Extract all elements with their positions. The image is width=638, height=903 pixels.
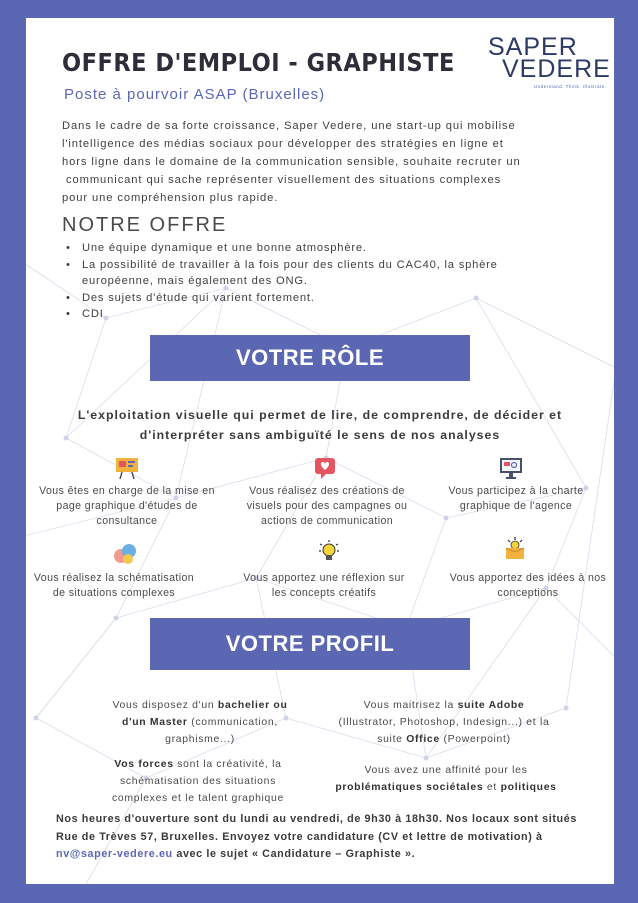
offer-item: • CDI (66, 306, 566, 323)
offer-item: • Des sujets d'étude qui varient fortement. (66, 290, 566, 307)
bubbles-icon (112, 542, 138, 566)
offer-item: • La possibilité de travailler à la fois pour des clients du CAC40, la sphère européenne, mais également des ONG. (66, 257, 566, 290)
intro-paragraph (62, 117, 572, 207)
profile-banner: VOTRE PROFIL (150, 618, 470, 670)
profile-highlight: problématiques sociétales (335, 782, 484, 793)
profile-highlight: bachelier ou d'un Master (122, 700, 288, 728)
offer-item: • Une équipe dynamique et une bonne atmosphère. (66, 240, 566, 257)
profile-software (338, 697, 550, 748)
profile-highlight: Office (406, 734, 440, 745)
intro-line: l'intelligence des médias sociaux pour développer des stratégies en ligne et (62, 138, 504, 150)
footer-contact (56, 811, 586, 864)
footer-line: Rue de Trèves 57, Bruxelles. Envoyez votre candidature (CV et lettre de motivation) à (56, 830, 543, 843)
profile-text: sont la créativité, la schématisation des situations complexes et le talent graphique (111, 759, 284, 804)
page-title: OFFRE D'EMPLOI - GRAPHISTE (62, 48, 455, 77)
profile-text: Vous maitrisez la (363, 700, 458, 711)
profile-text: (Powerpoint) (439, 734, 511, 745)
footer-text: avec le sujet « Candidature – Graphiste ». (172, 848, 416, 860)
profile-affinity (326, 762, 566, 796)
task-item: Vous apportez des idées à nos conceptions (449, 572, 607, 599)
logo-line-2: VEDERE (502, 55, 611, 83)
profile-text: Vous avez une affinité pour les (364, 765, 528, 776)
task-item: Vous êtes en charge de la mise en page graphique d'études de consultance (39, 485, 215, 527)
idea-box-icon (502, 536, 528, 560)
profile-text: et (483, 782, 501, 793)
intro-line: communicant qui sache représenter visuellement des situations complexes (62, 174, 502, 186)
footer-line: Nos heures d'ouverture sont du lundi au vendredi, de 9h30 à 18h30. Nos locaux sont situés (56, 813, 577, 825)
offer-heading: NOTRE OFFRE (62, 214, 228, 236)
profile-text: (Illustrator, Photoshop, Indesign...) et la suite (338, 717, 550, 745)
profile-strengths (104, 756, 292, 807)
company-logo (488, 33, 611, 94)
email-link[interactable]: nv@saper-vedere.eu (56, 848, 173, 860)
task-item: Vous réalisez la schématisation de situations complexes (33, 572, 195, 599)
profile-degree (112, 697, 288, 748)
intro-line: Dans le cadre de sa forte croissance, Saper Vedere, une start-up qui mobilise (62, 120, 516, 132)
logo-tagline: Understand. Think. Illustrate. (534, 84, 607, 89)
footer-line (56, 846, 586, 864)
task-item: Vous apportez une réflexion sur les concepts créatifs (243, 572, 405, 599)
monitor-icon (498, 456, 524, 480)
job-offer-sheet (26, 18, 614, 884)
profile-highlight: suite Adobe (457, 700, 525, 711)
task-item: Vous réalisez des créations de visuels pour des campagnes ou actions de communication (246, 485, 408, 527)
role-tagline: L'exploitation visuelle qui permet de lire, de comprendre, de décider et d'interpréter sans ambiguïté le sens de nos analyses (77, 408, 563, 442)
heart-message-icon (312, 456, 338, 480)
lightbulb-icon (316, 538, 342, 562)
offer-list (66, 240, 566, 323)
page-subtitle: Poste à pourvoir ASAP (Bruxelles) (64, 86, 326, 103)
profile-highlight: politiques (500, 782, 557, 793)
profile-text: (communication, graphisme...) (165, 717, 278, 745)
profile-text: Vous disposez d'un (112, 700, 218, 711)
intro-line: pour une compréhension plus rapide. (62, 192, 279, 204)
profile-highlight: Vos forces (114, 759, 174, 770)
presentation-board-icon (114, 456, 140, 480)
logo-line-1: SAPER (488, 33, 578, 61)
intro-line: hors ligne dans le domaine de la communication sensible, souhaite recruter un (62, 156, 521, 168)
task-item: Vous participez à la charte graphique de l'agence (448, 485, 584, 512)
role-banner: VOTRE RÔLE (150, 335, 470, 381)
